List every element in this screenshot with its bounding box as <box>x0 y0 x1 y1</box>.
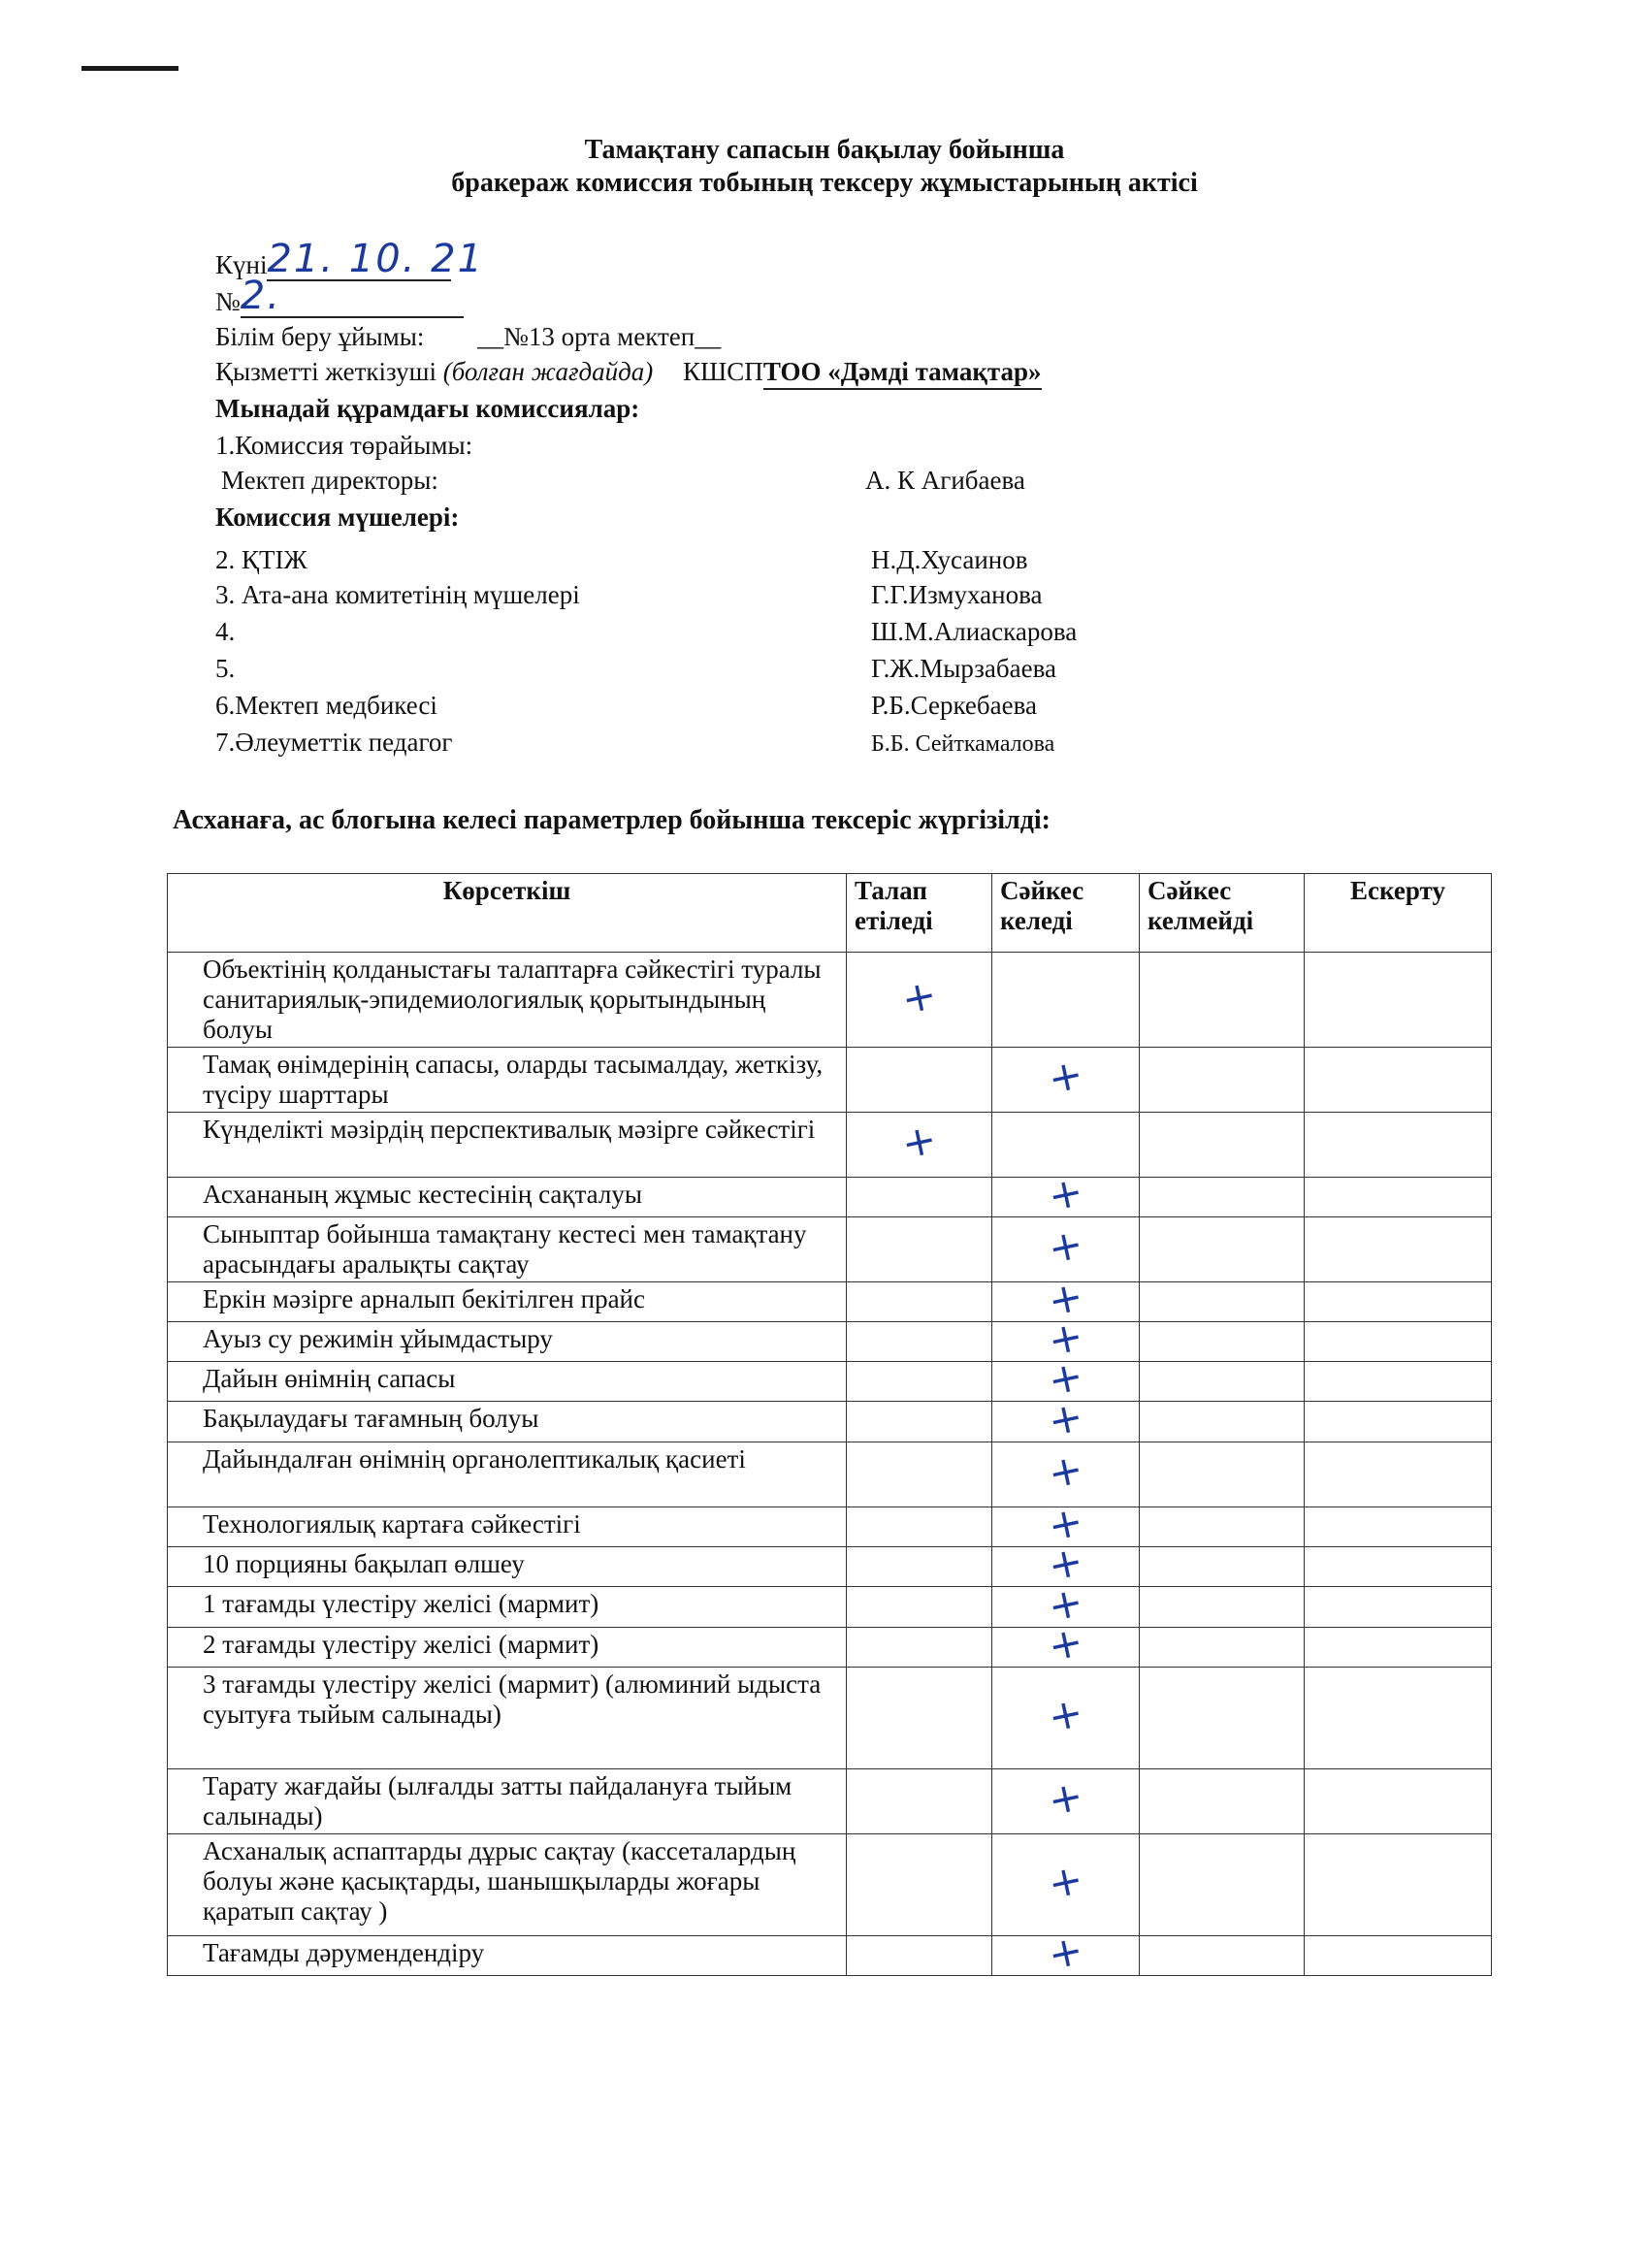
compliant-cell <box>992 953 1140 1048</box>
table-row <box>168 1048 1492 1113</box>
noncompliant-cell <box>1140 1587 1305 1628</box>
column-header-note: Ескерту <box>1305 874 1492 953</box>
compliant-cell <box>992 1925 1140 1980</box>
required-cell <box>847 1668 992 1769</box>
date-value: 21. 10. 21 <box>267 237 485 281</box>
noncompliant-cell <box>1140 1442 1305 1507</box>
indicator-cell: Объектінің қолданыстағы талаптарға сәйкестігі туралы санитариялық-эпидемиологиялық қорытындының болуы <box>168 953 847 1048</box>
check-mark: + <box>1044 1049 1087 1104</box>
compliant-cell <box>992 1442 1140 1507</box>
check-mark: + <box>1044 1311 1087 1366</box>
provider-value: ТОО «Дәмді тамақтар» <box>763 355 1042 390</box>
required-cell <box>847 1507 992 1547</box>
table-body <box>168 953 1492 1980</box>
member-name: Б.Б. Сейткамалова <box>871 731 1055 757</box>
table-row <box>168 1178 1492 1217</box>
note-cell <box>1305 1113 1492 1178</box>
provider-row <box>215 355 1042 390</box>
required-cell <box>847 1442 992 1507</box>
director-name: А. К Агибаева <box>865 466 1025 495</box>
indicator-cell: Технологиялық картаға сәйкестігі <box>168 1507 847 1547</box>
member-role: 2. ҚТІЖ <box>215 545 307 574</box>
indicator-cell: Асхананың жұмыс кестесінің сақталуы <box>168 1178 847 1217</box>
document-title-line-1: Тамақтану сапасын бақылау бойынша <box>584 135 1065 165</box>
noncompliant-cell <box>1140 1507 1305 1547</box>
check-mark: + <box>1044 1854 1087 1909</box>
indicator-cell: Дайындалған өнімнің органолептикалық қасиеті <box>168 1442 847 1507</box>
scan-artifact-bar <box>81 66 178 71</box>
check-mark: + <box>1044 1925 1087 1980</box>
check-mark: + <box>1044 1443 1087 1499</box>
chair-label: 1.Комиссия төрайымы: <box>215 431 473 460</box>
note-cell <box>1305 1217 1492 1282</box>
indicator-cell: Тағамды дәрумендендіру <box>168 1936 847 1976</box>
member-role: 5. <box>215 654 236 683</box>
noncompliant-cell <box>1140 1834 1305 1936</box>
table-row <box>168 1769 1492 1834</box>
noncompliant-cell <box>1140 1547 1305 1587</box>
table-row <box>168 1402 1492 1442</box>
provider-note: (болған жағдайда) <box>442 357 654 386</box>
member-name: Р.Б.Серкебаева <box>871 691 1037 720</box>
table-row <box>168 1668 1492 1769</box>
noncompliant-cell <box>1140 1769 1305 1834</box>
indicator-cell: Күнделікті мәзірдің перспективалық мәзірге сәйкестігі <box>168 1113 847 1178</box>
note-cell <box>1305 1587 1492 1628</box>
member-role: 4. <box>215 617 236 646</box>
number-row <box>215 274 464 318</box>
table-row <box>168 1628 1492 1668</box>
director-label: Мектеп директоры: <box>221 466 438 495</box>
check-mark: + <box>1044 1350 1087 1406</box>
noncompliant-cell <box>1140 953 1305 1048</box>
check-mark: + <box>1044 1218 1087 1274</box>
indicator-cell: 10 порцияны бақылап өлшеу <box>168 1547 847 1587</box>
org-label: Білім беру ұйымы: <box>215 322 425 351</box>
table-row <box>168 1217 1492 1282</box>
number-value: 2. <box>240 274 281 318</box>
org-row <box>215 320 721 353</box>
required-cell <box>847 1282 992 1322</box>
note-cell <box>1305 1834 1492 1936</box>
check-mark: + <box>1044 1576 1087 1631</box>
table-row <box>168 1322 1492 1362</box>
indicator-cell: Тарату жағдайы (ылғалды затты пайдалануға тыйым салынады) <box>168 1769 847 1834</box>
table-row <box>168 1442 1492 1507</box>
required-cell <box>847 1936 992 1976</box>
table-row <box>168 1834 1492 1936</box>
compliant-cell <box>992 1391 1140 1445</box>
member-name: Н.Д.Хусаинов <box>871 545 1028 574</box>
required-cell <box>847 1217 992 1282</box>
check-mark: + <box>1044 1271 1087 1326</box>
note-cell <box>1305 1936 1492 1976</box>
noncompliant-cell <box>1140 1282 1305 1322</box>
table-row <box>168 1587 1492 1628</box>
check-mark: + <box>1044 1616 1087 1671</box>
check-mark: + <box>1044 1687 1087 1742</box>
noncompliant-cell <box>1140 1668 1305 1769</box>
note-cell <box>1305 1178 1492 1217</box>
note-cell <box>1305 1362 1492 1402</box>
column-header-required: Талап етіледі <box>847 874 992 953</box>
member-name: Г.Ж.Мырзабаева <box>871 654 1056 683</box>
check-mark: + <box>1044 1391 1087 1445</box>
required-cell <box>847 1628 992 1668</box>
number-label: № <box>215 287 241 316</box>
check-mark: + <box>1044 1770 1087 1826</box>
note-cell <box>1305 953 1492 1048</box>
indicator-cell: 3 тағамды үлестіру желісі (мармит) (алюминий ыдыста суытуға тыйым салынады) <box>168 1668 847 1769</box>
check-mark: + <box>897 1114 941 1169</box>
check-mark: + <box>1044 1496 1087 1551</box>
column-header-noncompliant: Сәйкес келмейді <box>1140 874 1305 953</box>
member-name: Г.Г.Измуханова <box>871 580 1043 609</box>
table-row <box>168 1282 1492 1322</box>
noncompliant-cell <box>1140 1048 1305 1113</box>
noncompliant-cell <box>1140 1322 1305 1362</box>
table-row <box>168 1362 1492 1402</box>
check-mark: + <box>1044 1166 1087 1221</box>
required-cell <box>847 1113 992 1178</box>
compliant-cell <box>992 1113 1140 1178</box>
table-row <box>168 1113 1492 1178</box>
document-title-line-2: бракераж комиссия тобының тексеру жұмыстарының актісі <box>451 168 1198 198</box>
required-cell <box>847 1322 992 1362</box>
provider-label: Қызметті жеткізуші <box>215 357 436 386</box>
note-cell <box>1305 1048 1492 1113</box>
note-cell <box>1305 1282 1492 1322</box>
compliant-cell <box>992 1048 1140 1113</box>
indicator-cell: 1 тағамды үлестіру желісі (мармит) <box>168 1587 847 1628</box>
org-value: __№13 орта мектеп__ <box>477 322 722 351</box>
provider-prefix: КШСП <box>683 357 763 386</box>
noncompliant-cell <box>1140 1362 1305 1402</box>
note-cell <box>1305 1547 1492 1587</box>
indicator-cell: Еркін мәзірге арналып бекітілген прайс <box>168 1282 847 1322</box>
indicator-cell: Асханалық аспаптарды дұрыс сақтау (кассеталардың болуы және қасықтарды, шанышқыларды жоғары қаратып сақтау ) <box>168 1834 847 1936</box>
noncompliant-cell <box>1140 1178 1305 1217</box>
noncompliant-cell <box>1140 1113 1305 1178</box>
compliant-cell <box>992 1166 1140 1221</box>
required-cell <box>847 1402 992 1442</box>
required-cell <box>847 1048 992 1113</box>
member-role: 3. Ата-ана комитетінің мүшелері <box>215 580 580 609</box>
check-mark: + <box>1044 1536 1087 1591</box>
table-row <box>168 1507 1492 1547</box>
column-header-compliant: Сәйкес келеді <box>992 874 1140 953</box>
member-role: 7.Әлеуметтік педагог <box>215 728 453 757</box>
table-header-row <box>168 874 1492 953</box>
required-cell <box>847 1834 992 1936</box>
composition-heading: Мынадай құрамдағы комиссиялар: <box>215 394 640 423</box>
indicator-cell: 2 тағамды үлестіру желісі (мармит) <box>168 1628 847 1668</box>
members-heading: Комиссия мүшелері: <box>215 502 460 532</box>
compliant-cell <box>992 1668 1140 1769</box>
indicator-cell: Сыныптар бойынша тамақтану кестесі мен тамақтану арасындағы аралықты сақтау <box>168 1217 847 1282</box>
required-cell <box>847 1587 992 1628</box>
compliant-cell <box>992 1217 1140 1282</box>
compliant-cell <box>992 1769 1140 1834</box>
note-cell <box>1305 1628 1492 1668</box>
note-cell <box>1305 1668 1492 1769</box>
member-name: Ш.М.Алиаскарова <box>871 617 1078 646</box>
noncompliant-cell <box>1140 1402 1305 1442</box>
note-cell <box>1305 1402 1492 1442</box>
inspection-table <box>167 873 1492 1980</box>
member-role: 6.Мектеп медбикесі <box>215 691 437 720</box>
indicator-cell: Дайын өнімнің сапасы <box>168 1362 847 1402</box>
noncompliant-cell <box>1140 1628 1305 1668</box>
note-cell <box>1305 1507 1492 1547</box>
table-row <box>168 1547 1492 1587</box>
required-cell <box>847 1178 992 1217</box>
table-row <box>168 1936 1492 1976</box>
note-cell <box>1305 1769 1492 1834</box>
note-cell <box>1305 1442 1492 1507</box>
required-cell <box>847 1362 992 1402</box>
required-cell <box>847 1547 992 1587</box>
date-label: Күні <box>215 250 268 279</box>
indicator-cell: Тамақ өнімдерінің сапасы, оларды тасымалдау, жеткізу, түсіру шарттары <box>168 1048 847 1113</box>
note-cell <box>1305 1322 1492 1362</box>
required-cell <box>847 953 992 1048</box>
compliant-cell <box>992 1616 1140 1671</box>
noncompliant-cell <box>1140 1936 1305 1976</box>
indicator-cell: Ауыз су режимін ұйымдастыру <box>168 1322 847 1362</box>
noncompliant-cell <box>1140 1217 1305 1282</box>
compliant-cell <box>992 1834 1140 1936</box>
check-mark: + <box>897 969 941 1023</box>
check-heading: Асханаға, ас блогына келесі параметрлер бойынша тексеріс жүргізілді: <box>173 805 1051 835</box>
column-header-indicator: Көрсеткіш <box>168 874 847 953</box>
indicator-cell: Бақылаудағы тағамның болуы <box>168 1402 847 1442</box>
table-row <box>168 953 1492 1048</box>
required-cell <box>847 1769 992 1834</box>
